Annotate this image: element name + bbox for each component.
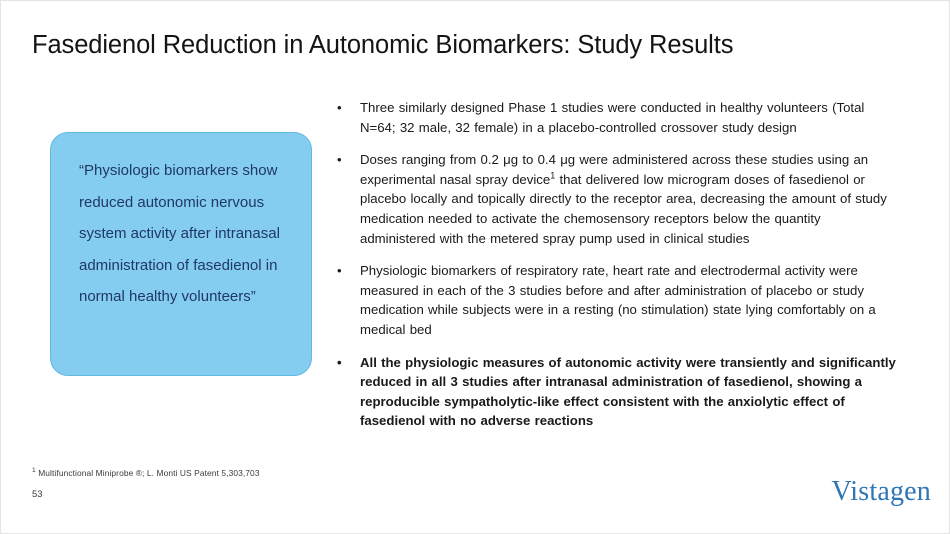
quote-callout-box <box>50 132 312 376</box>
footnote-reference: 1 <box>550 170 556 181</box>
quote-text: “Physiologic biomarkers show reduced autonomic nervous system activity after intranasal administration of fasedienol in normal healthy volunteers” <box>79 162 280 305</box>
list-item-text: All the physiologic measures of autonomic activity were transiently and significantly reduced in all 3 studies after intranasal administration of fasedienol, showing a reproducible sympatholytic-like effect consistent with the anxiolytic effect of fasedienol with no adverse reactions <box>360 354 896 429</box>
slide-number: 53 <box>32 488 43 499</box>
bullet-marker-icon: • <box>337 100 342 115</box>
bullet-list <box>334 98 900 431</box>
page-title: Fasedienol Reduction in Autonomic Biomarkers: Study Results <box>32 31 734 59</box>
bullet-marker-icon: • <box>337 354 342 370</box>
footnote <box>32 467 260 479</box>
list-item-text <box>360 150 900 248</box>
bullet-marker-icon: • <box>337 263 342 279</box>
list-item-text: Physiologic biomarkers of respiratory rate, heart rate and electrodermal activity were measured in each of the 3 studies before and after administration of placebo or study medication while subjects were in a resting (no stimulation) state lying comfortably on a medical bed <box>360 263 876 337</box>
list-item-conclusion <box>334 353 900 431</box>
company-logo <box>811 475 931 509</box>
list-item-text-part-2: that delivered low microgram doses of fasedienol or placebo locally and topically directly to the receptor area, decreasing the amount of study medication needed to activate the chemosensory receptors below the quantity administered with the metered spray pump used in clinical studies <box>360 171 887 246</box>
list-item-text: Three similarly designed Phase 1 studies were conducted in healthy volunteers (Total N=64; 32 male, 32 female) in a placebo-controlled crossover study design <box>360 100 865 135</box>
list-item <box>334 150 900 248</box>
bullet-marker-icon: • <box>337 152 342 168</box>
footnote-text: Multifunctional Miniprobe ®; L. Monti US Patent 5,303,703 <box>35 468 260 478</box>
list-item <box>334 98 900 137</box>
footnote-marker: 1 <box>32 467 36 475</box>
list-item-text-part-1: Doses ranging from 0.2 μg to 0.4 μg were administered across these studies using an experimental nasal spray device <box>360 152 869 187</box>
list-item <box>334 261 900 339</box>
logo-wordmark: Vistagen <box>831 476 931 507</box>
